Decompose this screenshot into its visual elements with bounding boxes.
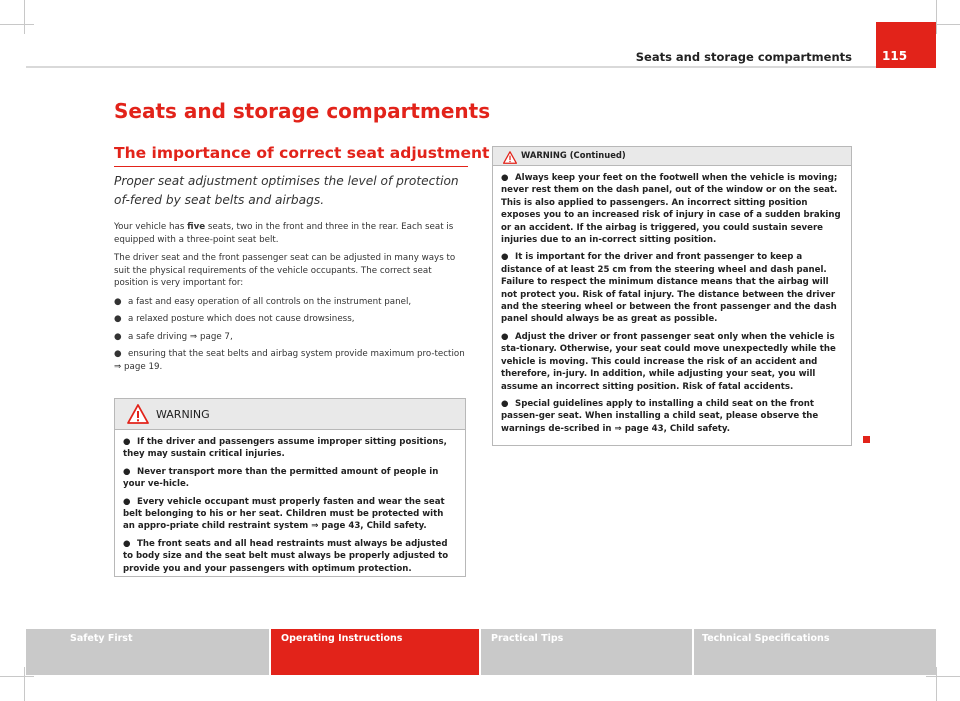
warning-body	[115, 430, 465, 575]
section-title: The importance of correct seat adjustment	[114, 144, 490, 162]
tab-technical-specifications[interactable]: Technical Specifications	[694, 629, 936, 675]
list-item: ● a relaxed posture which does not cause drowsiness,	[114, 314, 355, 324]
warning-item: ● It is important for the driver and front passenger to keep a distance of at least 25 cm from the steering wheel and dash panel. Failure to respect the minimum distance means that the airbag will not protect you. Risk of fatal injury. The distance between the driver and the steering wheel or between the front passenger and the dash panel should always be as great as possible.	[501, 252, 837, 325]
page-number: 115	[882, 49, 908, 63]
crop-mark	[24, 0, 25, 34]
warning-item: ● Adjust the driver or front passenger seat only when the vehicle is sta-tionary. Otherwise, your seat could move unexpectedly while the vehicle is moving. This could increase the risk of an accident and therefore, in-jury. In addition, while adjusting your seat, you will assume an incorrect sitting position. Risk of fatal accidents.	[501, 331, 836, 392]
section-intro: Proper seat adjustment optimises the level of protection of-fered by seat belts and airbags.	[114, 174, 459, 207]
left-column-body	[114, 221, 468, 378]
crop-mark	[24, 667, 25, 701]
tab-operating-instructions[interactable]: Operating Instructions	[271, 629, 479, 675]
warning-label: WARNING	[156, 408, 210, 421]
list-item: ● a fast and easy operation of all controls on the instrument panel,	[114, 296, 412, 307]
chapter-title: Seats and storage compartments	[114, 99, 491, 123]
warning-header	[115, 399, 465, 430]
warning-triangle-icon	[503, 149, 517, 168]
running-header: Seats and storage compartments	[635, 50, 852, 64]
warning-item: ● Special guidelines apply to installing a child seat on the front passen-ger seat. When installing a child seat, please observe the warnings de-scribed in ⇒ page 43, Child safety.	[501, 398, 819, 434]
bold-term: five	[187, 222, 206, 232]
crop-mark	[0, 24, 34, 25]
warning-box-continued	[492, 146, 852, 446]
paragraph: The driver seat and the front passenger seat can be adjusted in many ways to suit the physical requirements of the vehicle occupants. The correct seat position is very important for:	[114, 253, 456, 288]
warning-item: ● If the driver and passengers assume improper sitting positions, they may sustain critical injuries.	[123, 437, 447, 460]
tab-practical-tips[interactable]: Practical Tips	[481, 629, 692, 675]
warning-body	[493, 166, 851, 435]
warning-item: ● Never transport more than the permitted amount of people in your ve-hicle.	[123, 466, 439, 490]
crop-mark	[936, 0, 937, 34]
section-rule	[114, 166, 468, 167]
warning-triangle-icon	[127, 404, 149, 428]
paragraph: Your vehicle has five seats, two in the front and three in the rear. Each seat is equipped with a three-point seat belt.	[114, 222, 454, 245]
tab-safety-first[interactable]: Safety First	[26, 629, 269, 675]
warning-box	[114, 398, 466, 577]
list-item: ● a safe driving ⇒ page 7,	[114, 331, 233, 342]
warning-header	[493, 147, 851, 166]
warning-item: ● The front seats and all head restraints must always be adjusted to body size and the seat belt must always be properly adjusted to provide you and your passengers with optimum protection.	[123, 538, 449, 574]
warning-item: ● Every vehicle occupant must properly fasten and wear the seat belt belonging to his or her seat. Children must be protected with an appro-priate child restraint system ⇒ page 43, Child safety.	[123, 496, 445, 532]
crop-mark	[926, 676, 960, 677]
crop-mark	[936, 667, 937, 701]
crop-mark	[0, 676, 34, 677]
list-item: ● ensuring that the seat belts and airbag system provide maximum pro-tection ⇒ page 19.	[114, 349, 465, 372]
header-rule	[26, 66, 936, 68]
section-end-marker	[863, 436, 870, 443]
warning-label: WARNING (Continued)	[521, 150, 626, 160]
warning-item: ● Always keep your feet on the footwell when the vehicle is moving; never rest them on the dash panel, out of the window or on the seat. This is also applied to passengers. An incorrect sitting position exposes you to an increased risk of injury in case of a sudden braking or an accident. If the airbag is triggered, you could sustain severe injuries due to an in-correct sitting position.	[501, 173, 841, 246]
footer-nav	[26, 629, 936, 675]
